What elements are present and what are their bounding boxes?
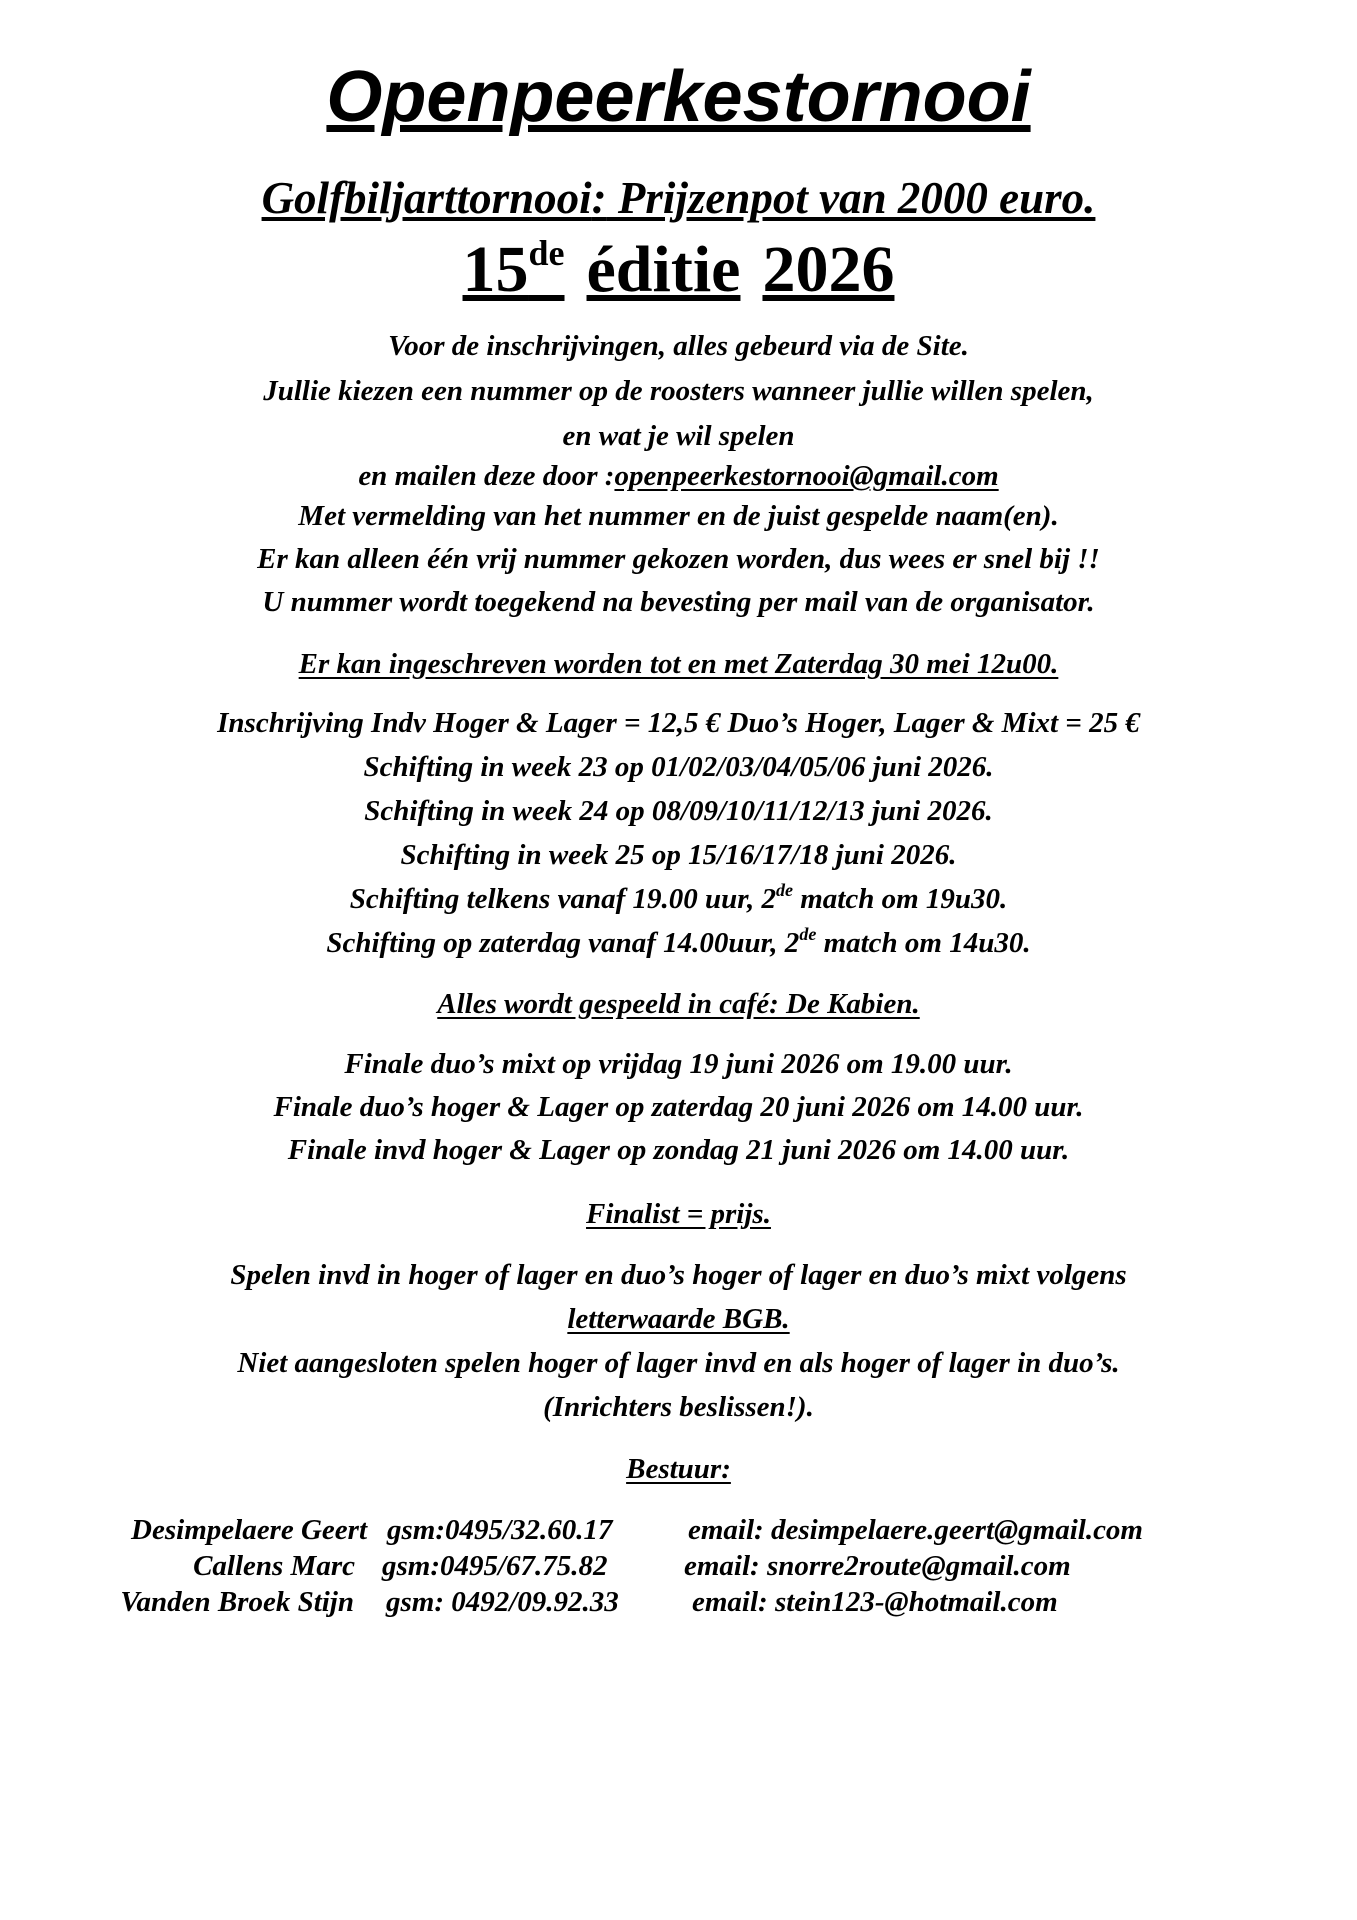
schifting-time-line: Schifting telkens vanaf 19.00 uur, 2de match om 19u30. (349, 880, 1008, 915)
final-line: Finale duo’s mixt op vrijdag 19 juni 2026 om 19.00 uur. (344, 1048, 1013, 1080)
final-line: Finale duo’s hoger & Lager op zaterdag 20 juni 2026 om 14.00 uur. (273, 1091, 1084, 1123)
board-heading: Bestuur: (626, 1453, 731, 1485)
subtitle-tournament: Golfbiljarttornooi (261, 173, 592, 223)
fees-line: Inschrijving Indv Hoger & Lager = 12,5 € Duo’s Hoger, Lager & Mixt = 25 € (217, 707, 1140, 739)
page-title: Openpeerkestornooi (326, 57, 1031, 137)
edition-word: éditie (586, 233, 741, 306)
final-line: Finale invd hoger & Lager op zondag 21 juni 2026 om 14.00 uur. (287, 1134, 1070, 1166)
schifting-line: Schifting in week 24 op 08/09/10/11/12/13 juni 2026. (364, 795, 993, 827)
intro-line: Jullie kiezen een nummer op de roosters wanneer jullie willen spelen, (263, 375, 1094, 407)
contact-gsm: gsm:0495/67.75.82 (382, 1550, 608, 1582)
tournament-email-link[interactable]: openpeerkestornooi@gmail.com (614, 460, 999, 492)
contact-name: Vanden Broek Stijn (120, 1586, 354, 1618)
contact-name: Callens Marc (193, 1550, 355, 1582)
ordinal-suffix: de (775, 880, 793, 900)
contact-gsm: gsm:0495/32.60.17 (387, 1514, 613, 1546)
subtitle-colon: : (591, 173, 607, 223)
contact-email[interactable]: email: snorre2route@gmail.com (684, 1550, 1071, 1582)
venue-line: Alles wordt gespeeld in café: De Kabien. (437, 988, 920, 1020)
subtitle (0, 170, 1357, 226)
schifting-line: Schifting in week 23 op 01/02/03/04/05/06 juni 2026. (363, 751, 994, 783)
edition-heading (0, 230, 1357, 310)
finalist-prize: Finalist = prijs. (586, 1198, 771, 1230)
intro-line: Voor de inschrijvingen, alles gebeurd via de Site. (388, 330, 969, 362)
intro-line: Er kan alleen één vrij nummer gekozen worden, dus wees er snel bij !! (257, 543, 1100, 575)
ordinal-suffix: de (799, 924, 817, 944)
rules-line: Niet aangesloten spelen hoger of lager invd en als hoger of lager in duo’s. (237, 1347, 1120, 1379)
contact-row (0, 1512, 1357, 1548)
contact-row (0, 1584, 1357, 1620)
contact-row (0, 1548, 1357, 1584)
contact-email[interactable]: email: stein123-@hotmail.com (692, 1586, 1058, 1618)
rules-line: Spelen invd in hoger of lager en duo’s hoger of lager en duo’s mixt volgens (230, 1259, 1127, 1291)
mail-prefix: en mailen deze door : (358, 460, 615, 492)
intro-line: en wat je wil spelen (562, 420, 795, 452)
intro-line: U nummer wordt toegekend na bevesting per mail van de organisator. (262, 586, 1095, 618)
rules-line: (Inrichters beslissen!). (543, 1391, 814, 1423)
intro-line: Met vermelding van het nummer en de juist gespelde naam(en). (298, 500, 1059, 532)
edition-suffix: de (528, 233, 565, 273)
edition-year: 2026 (762, 233, 895, 306)
registration-deadline: Er kan ingeschreven worden tot en met Zaterdag 30 mei 12u00. (298, 648, 1059, 680)
rules-line: letterwaarde BGB. (567, 1303, 790, 1335)
subtitle-prize: Prijzenpot van 2000 euro. (606, 173, 1096, 223)
contact-email[interactable]: email: desimpelaere.geert@gmail.com (688, 1514, 1143, 1546)
schifting-time-line: Schifting op zaterdag vanaf 14.00uur, 2de match om 14u30. (326, 924, 1031, 959)
mail-line (0, 458, 1357, 494)
schifting-line: Schifting in week 25 op 15/16/17/18 juni 2026. (400, 839, 957, 871)
contact-name: Desimpelaere Geert (131, 1514, 367, 1546)
contact-gsm: gsm: 0492/09.92.33 (386, 1586, 619, 1618)
edition-number: 15de (462, 233, 565, 306)
board-contacts (0, 1512, 1357, 1620)
